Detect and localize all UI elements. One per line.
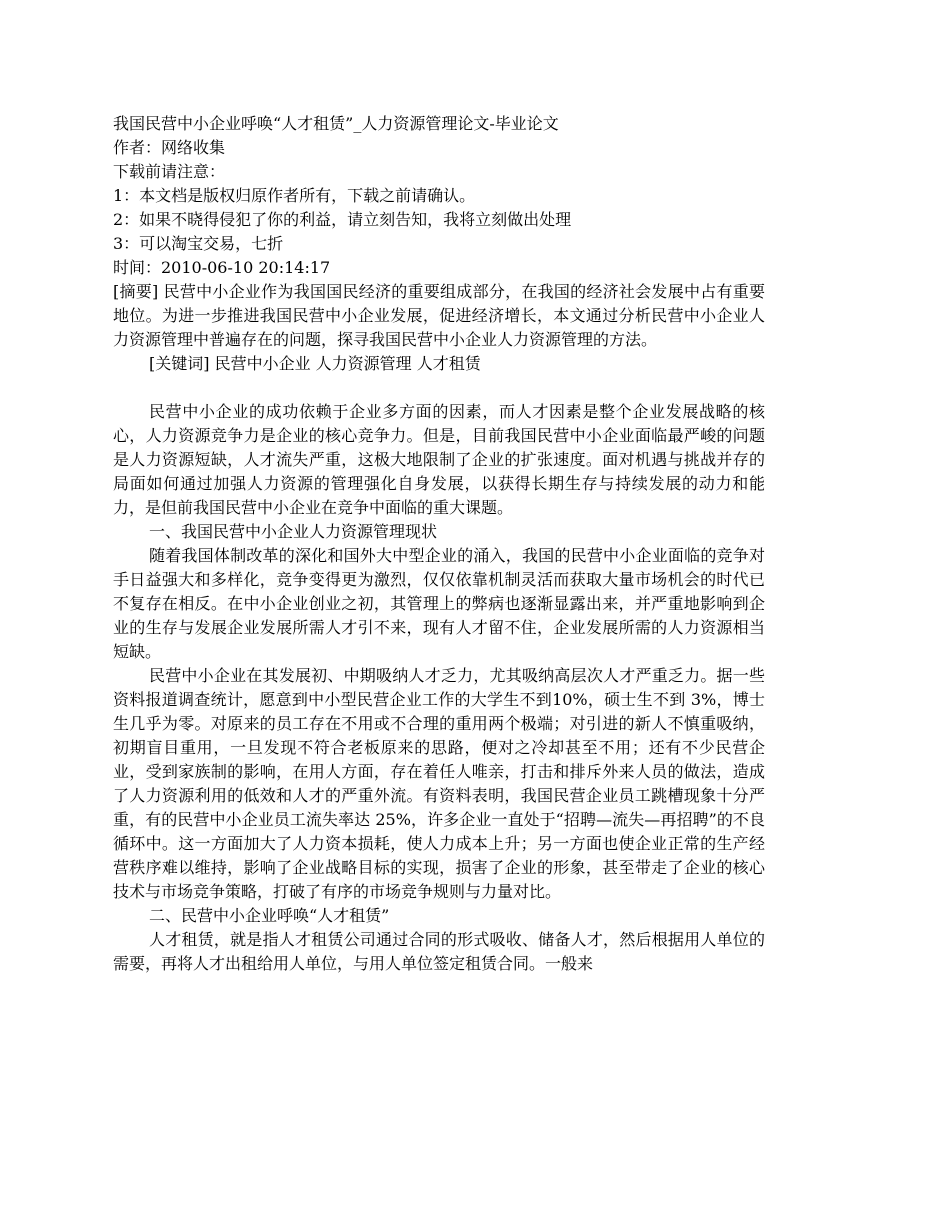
section-2-heading: 二、民营中小企业呼唤“人才租赁” — [149, 906, 390, 925]
notice-heading: 下载前请注意： — [113, 162, 226, 181]
notice-item-3: 3：可以淘宝交易，七折 — [113, 234, 284, 253]
document-title: 我国民营中小企业呼唤“人才租赁”_人力资源管理论文-毕业论文 — [113, 114, 559, 133]
section-1-paragraph-2: 民营中小企业在其发展初、中期吸纳人才乏力，尤其吸纳高层次人才严重乏力。据一些资料报道调查统计，愿意到中小型民营企业工作的大学生不到10%，硕士生不到 3%，博士生几乎为零。对原来的员工存在不用或不合理的重用两个极端；对引进的新人不慎重吸纳，初期盲目重用，一旦发现不符合老板原来的思路，便对之冷却甚至不用；还有不少民营企业，受到家族制的影响，在用人方面，存在着任人唯亲，打击和排斥外来人员的做法，造成了人力资源利用的低效和人才的严重外流。有资料表明，我国民营企业员工跳槽现象十分严重，有的民营中小企业员工流失率达 25%，许多企业一直处于“招聘—流失—再招聘”的不良循环中。这一方面加大了人力资本损耗，使人力成本上升；另一方面也使企业正常的生产经营秩序难以维持，影响了企业战略目标的实现，损害了企业的形象，甚至带走了企业的核心技术与市场竞争策略，打破了有序的市场竞争规则与力量对比。 — [113, 666, 765, 901]
section-1-heading: 一、我国民营中小企业人力资源管理现状 — [149, 522, 438, 541]
blank-line — [113, 376, 765, 400]
section-2-paragraph-1: 人才租赁，就是指人才租赁公司通过合同的形式吸收、储备人才，然后根据用人单位的需要，再将人才出租给用人单位，与用人单位签定租赁合同。一般来 — [113, 930, 765, 973]
time-line: 时间：2010-06-10 20:14:17 — [113, 258, 331, 277]
notice-item-1: 1：本文档是版权归原作者所有，下载之前请确认。 — [113, 186, 476, 205]
abstract-paragraph: [摘要] 民营中小企业作为我国国民经济的重要组成部分，在我国的经济社会发展中占有重要地位。为进一步推进我国民营中小企业发展，促进经济增长，本文通过分析民营中小企业人力资源管理中普遍存在的问题，探寻我国民营中小企业人力资源管理的方法。 — [113, 282, 765, 349]
author-line: 作者：网络收集 — [113, 138, 226, 157]
keywords-line: [关键词] 民营中小企业 人力资源管理 人才租赁 — [149, 354, 481, 373]
notice-item-2: 2：如果不晓得侵犯了你的利益，请立刻告知，我将立刻做出处理 — [113, 210, 572, 229]
document-page — [113, 112, 765, 976]
section-1-paragraph-1: 随着我国体制改革的深化和国外大中型企业的涌入，我国的民营中小企业面临的竞争对手日益强大和多样化，竞争变得更为激烈，仅仅依靠机制灵活而获取大量市场机会的时代已不复存在相反。在中小企业创业之初，其管理上的弊病也逐渐显露出来，并严重地影响到企业的生存与发展企业发展所需人才引不来，现有人才留不住，企业发展所需的人力资源相当短缺。 — [113, 546, 765, 661]
intro-paragraph: 民营中小企业的成功依赖于企业多方面的因素，而人才因素是整个企业发展战略的核心，人力资源竞争力是企业的核心竞争力。但是，目前我国民营中小企业面临最严峻的问题是人力资源短缺，人才流失严重，这极大地限制了企业的扩张速度。面对机遇与挑战并存的局面如何通过加强人力资源的管理强化自身发展，以获得长期生存与持续发展的动力和能力，是但前我国民营中小企业在竞争中面临的重大课题。 — [113, 402, 765, 517]
